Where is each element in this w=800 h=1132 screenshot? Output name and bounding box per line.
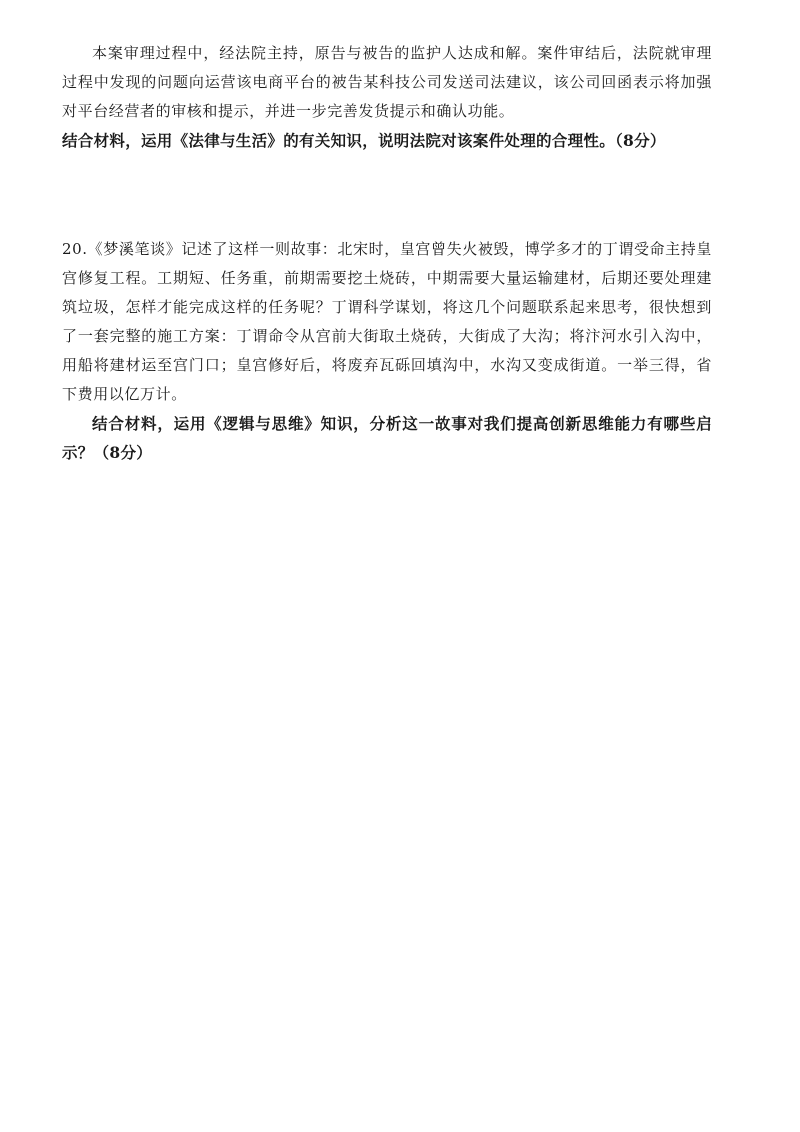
case-material-paragraph: 本案审理过程中，经法院主持，原告与被告的监护人达成和解。案件审结后，法院就审理过程中发现的问题向运营该电商平台的被告某科技公司发送司法建议，该公司回函表示将加强对平台经营者的审核和提示，并进一步完善发货提示和确认功能。 xyxy=(62,44,712,120)
case-section xyxy=(62,39,712,155)
case-question-prompt: 结合材料，运用《法律与生活》的有关知识，说明法院对该案件处理的合理性。（8分） xyxy=(62,131,666,150)
question-20-material-paragraph: 20.《梦溪笔谈》记述了这样一则故事：北宋时，皇宫曾失火被毁，博学多才的丁谓受命主持皇宫修复工程。工期短、任务重，前期需要挖土烧砖，中期需要大量运输建材，后期还要处理建筑垃圾，怎样才能完成这样的任务呢？丁谓科学谋划，将这几个问题联系起来思考，很快想到了一套完整的施工方案：丁谓命令从宫前大街取土烧砖，大街成了大沟；将汴河水引入沟中，用船将建材运至宫门口；皇宫修好后，将废弃瓦砾回填沟中，水沟又变成街道。一举三得，省下费用以亿万计。 xyxy=(62,240,712,403)
question-20-prompt: 结合材料，运用《逻辑与思维》知识，分析这一故事对我们提高创新思维能力有哪些启示？（8分） xyxy=(62,414,712,462)
question-20-section xyxy=(62,235,712,467)
